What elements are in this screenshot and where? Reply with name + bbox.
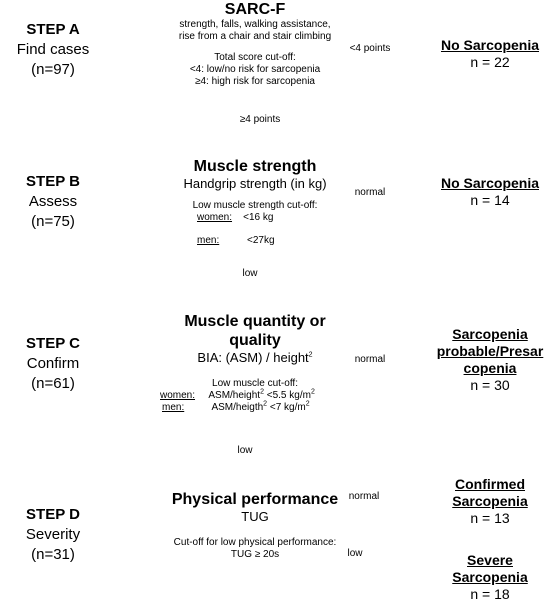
quantity-women-row: women: ASM/height$^2$ <5.5 $kg/m^2$ — [160, 388, 315, 401]
arrow-d-low: low — [347, 548, 363, 559]
result-count: n = 13 — [470, 510, 510, 526]
step-d-label: Severity — [25, 526, 81, 543]
result-label-1: Sarcopenia — [452, 326, 528, 342]
result-count: n = 22 — [470, 54, 510, 70]
result-count: n = 14 — [470, 192, 510, 208]
result-label-2: Sarcopenia — [452, 569, 528, 585]
quantity-cutoff-title: Low muscle cut-off: — [212, 378, 298, 389]
quantity-box — [140, 312, 370, 414]
strength-men-row — [197, 235, 370, 247]
sarcf-desc-2: rise from a chair and stair climbing — [178, 31, 332, 42]
strength-men-value: <27kg — [247, 235, 275, 246]
performance-cutoff-value: TUG ≥ 20s — [230, 549, 280, 560]
result-label-2: probable/Presar — [436, 343, 544, 359]
result-count: n = 30 — [470, 377, 510, 393]
step-a-title: STEP A — [26, 21, 80, 38]
quantity-men-row: men: ASM/heigth$^2$ <7 $kg/m^2$ — [162, 400, 310, 413]
step-a-n: (n=97) — [31, 61, 75, 78]
performance-sub: TUG — [241, 509, 269, 524]
arrow-d-normal: normal — [348, 491, 380, 502]
strength-title: Muscle strength — [193, 158, 317, 175]
step-c-label: Confirm — [26, 355, 80, 372]
quantity-sub: BIA: (ASM) / height$^2$ — [197, 350, 313, 365]
performance-title: Physical performance — [171, 491, 339, 508]
result-no-sarcopenia-b — [430, 175, 550, 209]
sarcf-box — [140, 0, 370, 88]
step-d — [0, 505, 106, 565]
step-c-n: (n=61) — [31, 375, 75, 392]
strength-cutoff-title: Low muscle strength cut-off: — [192, 200, 318, 211]
performance-cutoff-title: Cut-off for low physical performance: — [173, 537, 337, 548]
strength-women-label: women: — [197, 212, 233, 223]
result-confirmed-sarcopenia — [430, 476, 550, 527]
strength-women-row — [197, 212, 370, 224]
step-d-title: STEP D — [26, 506, 80, 523]
strength-men-label: men: — [197, 235, 220, 246]
result-label-2: Sarcopenia — [452, 493, 528, 509]
arrow-a-right: <4 points — [349, 43, 391, 54]
step-c — [0, 334, 106, 394]
sarcf-cutoff-title: Total score cut-off: — [214, 52, 296, 63]
result-no-sarcopenia-a — [430, 37, 550, 71]
quantity-title-2: quality — [229, 332, 281, 349]
strength-women-value: <16 kg — [243, 212, 274, 223]
result-label-1: Confirmed — [455, 476, 525, 492]
step-d-n: (n=31) — [31, 546, 75, 563]
sarcf-desc-1: strength, falls, walking assistance, — [179, 19, 331, 30]
arrow-b-right: normal — [354, 187, 386, 198]
result-label: No Sarcopenia — [440, 175, 540, 191]
step-b-label: Assess — [28, 193, 78, 210]
sarcf-cutoff-high: ≥4: high risk for sarcopenia — [195, 76, 315, 87]
result-count: n = 18 — [470, 586, 510, 602]
sarcf-title: SARC-F — [224, 1, 286, 18]
result-label-3: copenia — [463, 360, 517, 376]
result-sarcopenia-probable — [430, 326, 550, 394]
step-a-label: Find cases — [16, 41, 90, 58]
strength-box — [140, 157, 370, 247]
arrow-c-right: normal — [354, 354, 386, 365]
arrow-c-down: low — [237, 445, 253, 456]
step-c-title: STEP C — [26, 335, 80, 352]
quantity-title-1: Muscle quantity or — [184, 313, 326, 330]
step-a — [0, 20, 106, 80]
result-label: No Sarcopenia — [440, 37, 540, 53]
strength-sub: Handgrip strength (in kg) — [183, 176, 327, 191]
arrow-a-down: ≥4 points — [239, 114, 281, 125]
step-b — [0, 172, 106, 232]
step-b-n: (n=75) — [31, 213, 75, 230]
result-severe-sarcopenia — [430, 552, 550, 603]
step-b-title: STEP B — [26, 173, 80, 190]
sarcf-cutoff-low: <4: low/no risk for sarcopenia — [189, 64, 321, 75]
result-label-1: Severe — [467, 552, 513, 568]
arrow-b-down: low — [242, 268, 258, 279]
